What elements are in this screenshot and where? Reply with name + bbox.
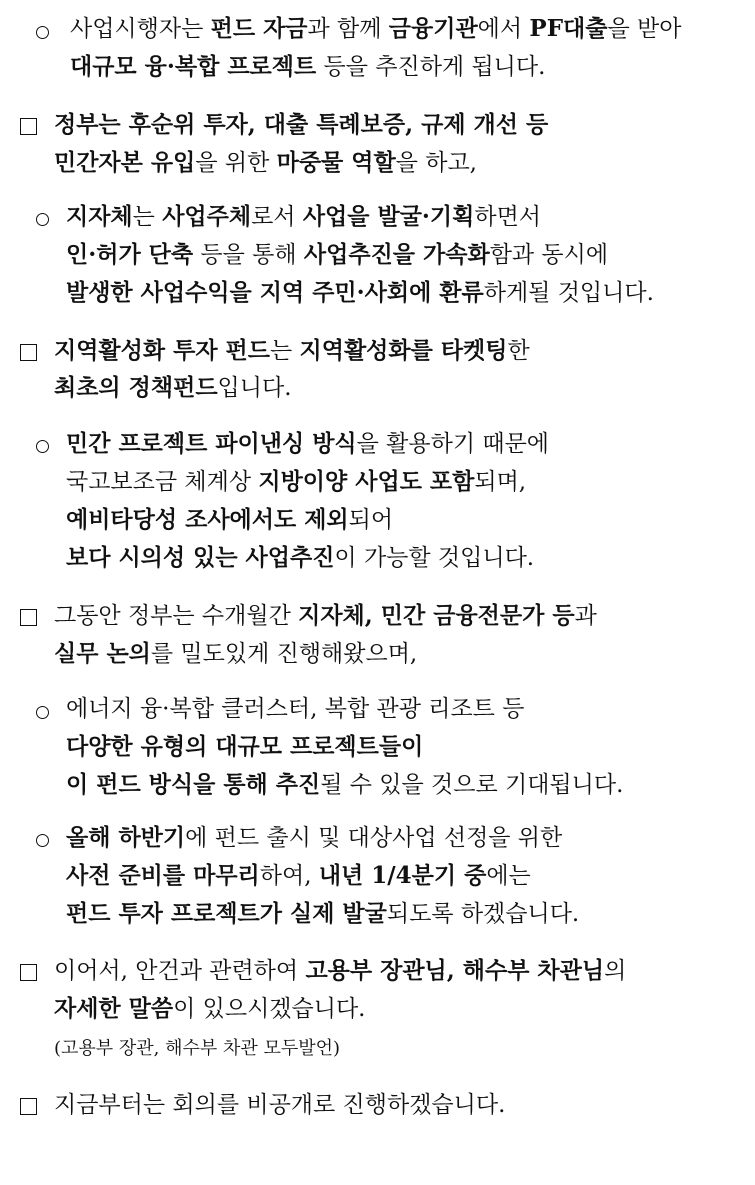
text-run: 함과 동시에 — [489, 242, 609, 268]
bold-text-run: PF대출 — [529, 15, 608, 42]
bold-text-run: 대규모 융·복합 프로젝트 — [70, 53, 317, 80]
paragraph-line — [66, 240, 608, 270]
bold-text-run: 정부는 후순위 투자, 대출 특례보증, 규제 개선 등 — [54, 111, 549, 138]
text-run: 에서 — [477, 16, 530, 42]
paragraph-line — [66, 202, 541, 232]
text-run: 하게될 것입니다. — [483, 280, 654, 306]
paragraph-line — [54, 1034, 340, 1064]
text-run: 등을 추진하게 됩니다. — [316, 54, 546, 80]
bold-text-run: 펀드 자금 — [210, 15, 308, 42]
paragraph-line — [66, 429, 549, 459]
bold-text-run: 보다 시의성 있는 사업추진 — [66, 544, 335, 571]
paragraph-line — [54, 373, 292, 403]
bold-text-run: 인·허가 단축 — [66, 241, 194, 268]
bold-text-run: 지방이양 사업도 포함 — [258, 468, 475, 495]
circle-bullet-icon — [36, 26, 49, 39]
text-run: 입니다. — [217, 375, 292, 401]
paragraph-line — [66, 694, 524, 724]
square-bullet-icon — [20, 964, 37, 981]
bold-text-run: 지역활성화를 타켓팅 — [299, 337, 508, 364]
text-run: 의 — [604, 958, 627, 984]
bold-text-run: 고용부 장관님, 해수부 차관님 — [305, 957, 605, 984]
bold-text-run: 사업추진을 가속화 — [303, 241, 490, 268]
text-run: 될 수 있을 것으로 기대됩니다. — [320, 772, 624, 798]
bold-text-run: 민간자본 유입 — [54, 149, 196, 176]
bold-text-run: 지역활성화 투자 펀드 — [54, 337, 270, 364]
text-run: 에너지 융·복합 클러스터, 복합 관광 리조트 등 — [66, 696, 525, 722]
paragraph-line — [66, 861, 531, 891]
text-run: 를 밀도있게 진행해왔으며, — [150, 641, 418, 667]
text-run: 에는 — [486, 863, 531, 889]
text-run: (고용부 장관, 해수부 차관 모두발언) — [54, 1038, 341, 1059]
paragraph-line — [54, 601, 597, 631]
square-bullet-icon — [20, 609, 37, 626]
text-run: 한 — [507, 338, 530, 364]
text-run: 되도록 하겠습니다. — [386, 901, 580, 927]
paragraph-line — [66, 899, 579, 929]
bold-text-run: 사전 준비를 마무리 — [66, 862, 260, 889]
paragraph-line — [54, 110, 548, 140]
bold-text-run: 자세한 말씀 — [54, 995, 174, 1022]
bold-text-run: 이 펀드 방식을 통해 추진 — [66, 771, 321, 798]
paragraph-line — [66, 467, 526, 497]
bold-text-run: 민간 프로젝트 파이낸싱 방식 — [66, 430, 357, 457]
bold-text-run: 발생한 사업수익을 지역 주민·사회에 환류 — [66, 279, 484, 306]
paragraph-line — [54, 956, 626, 986]
text-run: 는 — [132, 204, 163, 230]
circle-bullet-icon — [36, 213, 49, 226]
bold-text-run: 지자체, 민간 금융전문가 등 — [298, 602, 575, 629]
text-run: 는 — [269, 338, 300, 364]
text-run: 지금부터는 회의를 비공개로 진행하겠습니다. — [54, 1092, 506, 1118]
bold-text-run: 올해 하반기 — [66, 824, 186, 851]
text-run: 되어 — [348, 507, 394, 533]
text-run: 이어서, 안건과 관련하여 — [54, 958, 306, 984]
bold-text-run: 실무 논의 — [54, 640, 151, 667]
text-run: 사업시행자는 — [70, 16, 211, 42]
bold-text-run: 최초의 정책펀드 — [54, 374, 218, 401]
bold-text-run: 마중물 역할 — [276, 149, 396, 176]
text-run: 이 있으시겠습니다. — [173, 996, 366, 1022]
circle-bullet-icon — [36, 706, 49, 719]
bold-text-run: 다양한 유형의 대규모 프로젝트들이 — [66, 733, 424, 760]
bold-text-run: 예비타당성 조사에서도 제외 — [66, 506, 349, 533]
text-run: 국고보조금 체계상 — [66, 469, 259, 495]
circle-bullet-icon — [36, 834, 49, 847]
paragraph-line — [70, 14, 681, 44]
text-run: 되며, — [474, 469, 527, 495]
square-bullet-icon — [20, 118, 37, 135]
paragraph-line — [54, 994, 365, 1024]
text-run: 로서 — [251, 204, 303, 230]
text-run: 을 위한 — [195, 150, 277, 176]
bold-text-run: 사업을 발굴·기획 — [302, 203, 475, 230]
square-bullet-icon — [20, 1098, 37, 1115]
paragraph-line — [70, 52, 545, 82]
text-run: 이 가능할 것입니다. — [334, 545, 535, 571]
text-run: 하여, — [259, 863, 319, 889]
text-run: 그동안 정부는 수개월간 — [54, 603, 299, 629]
paragraph-line — [66, 823, 562, 853]
text-run: 에 펀드 출시 및 대상사업 선정을 위한 — [185, 825, 563, 851]
paragraph-line — [66, 278, 654, 308]
text-run: 을 받아 — [607, 16, 682, 42]
bold-text-run: 금융기관 — [388, 15, 478, 42]
text-run: 과 — [574, 603, 597, 629]
bold-text-run: 펀드 투자 프로젝트가 실제 발굴 — [66, 900, 387, 927]
paragraph-line — [54, 639, 417, 669]
text-run: 과 함께 — [307, 16, 389, 42]
paragraph-line — [54, 1090, 505, 1120]
bold-text-run: 사업주체 — [162, 203, 252, 230]
paragraph-line — [66, 505, 393, 535]
bold-text-run: 지자체 — [66, 203, 133, 230]
text-run: 등을 통해 — [193, 242, 304, 268]
text-run: 을 하고, — [395, 150, 477, 176]
text-run: 하면서 — [474, 204, 542, 230]
text-run: 을 활용하기 때문에 — [356, 431, 550, 457]
circle-bullet-icon — [36, 440, 49, 453]
paragraph-line — [54, 148, 477, 178]
square-bullet-icon — [20, 344, 37, 361]
paragraph-line — [66, 732, 423, 762]
paragraph-line — [54, 336, 530, 366]
paragraph-line — [66, 543, 534, 573]
bold-text-run: 내년 1/4분기 중 — [318, 862, 487, 889]
paragraph-line — [66, 770, 623, 800]
